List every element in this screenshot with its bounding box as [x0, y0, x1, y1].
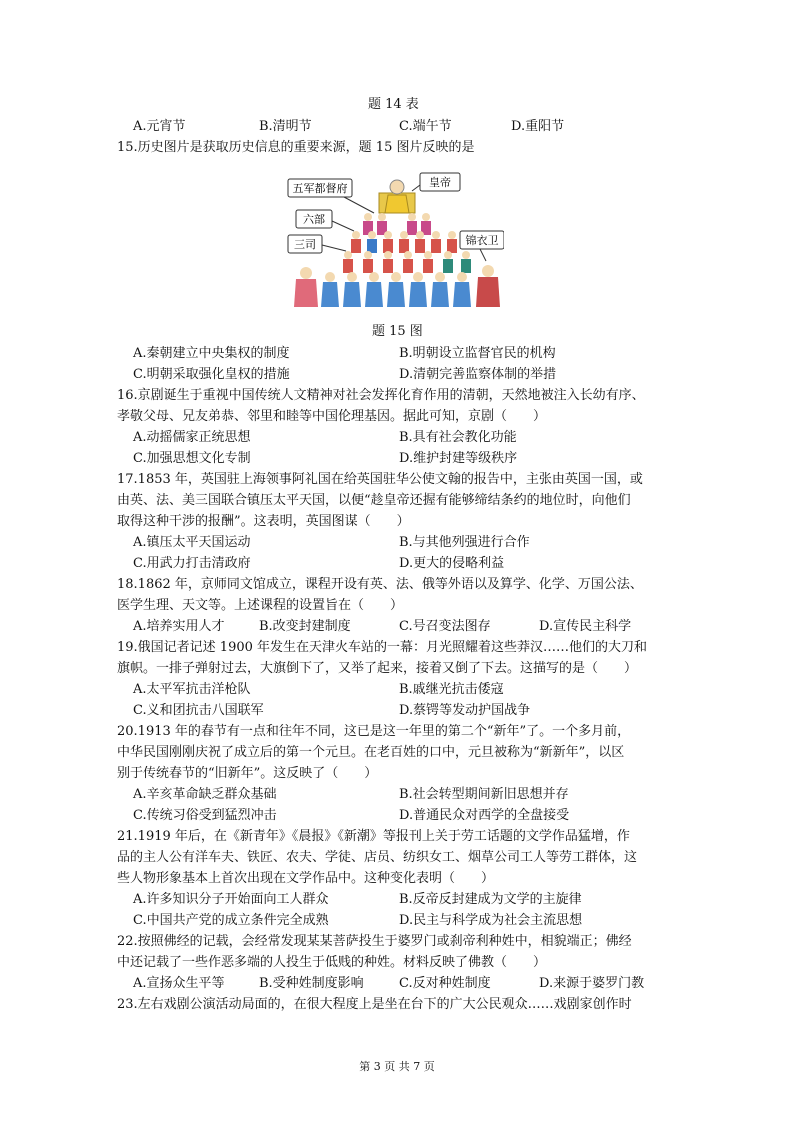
q14-option-c: C.端午节 — [399, 119, 452, 134]
q21-stem-line3: 些人物形象基本上首次出现在文学作品中。这种变化表明（ ） — [117, 871, 495, 886]
q21-option-d: D.民主与科学成为社会主流思想 — [399, 913, 583, 928]
q20-option-a: A.辛亥革命缺乏群众基础 — [133, 787, 277, 802]
table-caption: 题 14 表 — [368, 97, 419, 112]
q19-option-a: A.太平军抗击洋枪队 — [133, 682, 251, 697]
q16-stem-line2: 孝敬父母、兄友弟恭、邻里和睦等中国伦理基因。据此可知，京剧（ ） — [117, 409, 547, 424]
q22-option-b: B.受种姓制度影响 — [259, 976, 364, 991]
q20-option-b: B.社会转型期间新旧思想并存 — [399, 787, 569, 802]
q21-option-b: B.反帝反封建成为文学的主旋律 — [399, 892, 582, 907]
q19-option-d: D.蔡锷等发动护国战争 — [399, 703, 531, 718]
figure-caption: 题 15 图 — [372, 324, 423, 339]
q16-option-c: C.加强思想文化专制 — [133, 451, 251, 466]
q22-stem-line1: 22.按照佛经的记载，会经常发现某某菩萨投生于婆罗门或刹帝利种姓中，相貌端正；佛经 — [117, 934, 632, 949]
hierarchy-illustration — [284, 165, 504, 315]
q20-stem-line1: 20.1913 年的春节有一点和往年不同，这已是这一年里的第二个“新年”了。一个多月前， — [117, 724, 631, 739]
q16-stem-line1: 16.京剧诞生于重视中国传统人文精神对社会发挥化育作用的清朝，天然地被注入长幼有序、 — [117, 388, 645, 403]
q17-stem-line2: 由英、法、美三国联合镇压太平天国，以便“趁皇帝还握有能够缔结条约的地位时，向他们 — [117, 493, 631, 508]
q18-stem-line1: 18.1862 年，京师同文馆成立，课程开设有英、法、俄等外语以及算学、化学、万国公法、 — [117, 577, 643, 592]
q18-option-d: D.宣传民主科学 — [539, 619, 632, 634]
q18-stem-line2: 医学生理、天文等。上述课程的设置旨在（ ） — [117, 598, 404, 613]
emperor-figure — [379, 180, 415, 213]
q22-option-a: A.宣扬众生平等 — [133, 976, 225, 991]
q15-option-b: B.明朝设立监督官民的机构 — [399, 346, 556, 361]
label-sansi: 三司 — [294, 238, 316, 251]
q21-stem-line2: 品的主人公有洋车夫、铁匠、农夫、学徒、店员、纺织女工、烟草公司工人等劳工群体，这 — [117, 850, 638, 865]
q21-option-a: A.许多知识分子开始面向工人群众 — [133, 892, 329, 907]
q14-option-d: D.重阳节 — [511, 119, 565, 134]
q18-option-c: C.号召变法图存 — [399, 619, 491, 634]
q20-stem-line2: 中华民国刚刚庆祝了成立后的第一个元旦。在老百姓的口中，元旦被称为“新新年”，以区 — [117, 745, 625, 760]
q17-stem-line3: 取得这种干涉的报酬”。这表明，英国图谋（ ） — [117, 514, 410, 529]
q15-option-a: A.秦朝建立中央集权的制度 — [133, 346, 290, 361]
label-wujun: 五军都督府 — [292, 182, 348, 195]
q19-option-b: B.戚继光抗击倭寇 — [399, 682, 504, 697]
q15-option-d: D.清朝完善监察体制的举措 — [399, 367, 557, 382]
q22-stem-line2: 中还记载了一些作恶多端的人投生于低贱的种姓。材料反映了佛教（ ） — [117, 955, 547, 970]
q19-stem-line1: 19.俄国记者记述 1900 年发生在天津火车站的一幕：月光照耀着这些莽汉……他们的大刀和 — [117, 640, 648, 655]
q17-option-a: A.镇压太平天国运动 — [133, 535, 251, 550]
q17-option-c: C.用武力打击清政府 — [133, 556, 251, 571]
q14-option-b: B.清明节 — [259, 119, 312, 134]
q19-stem-line2: 旗帜。一排子弹射过去，大旗倒下了，又举了起来，接着又倒了下去。这描写的是（ ） — [117, 661, 638, 676]
q21-stem-line1: 21.1919 年后，在《新青年》《晨报》《新潮》等报刊上关于劳工话题的文学作品猛增，作 — [117, 829, 630, 844]
q19-option-c: C.义和团抗击八国联军 — [133, 703, 264, 718]
q18-option-b: B.改变封建制度 — [259, 619, 351, 634]
q17-option-d: D.更大的侵略利益 — [399, 556, 505, 571]
q16-option-d: D.维护封建等级秩序 — [399, 451, 518, 466]
page-footer: 第 3 页 共 7 页 — [359, 1060, 435, 1073]
q22-option-c: C.反对种姓制度 — [399, 976, 491, 991]
q23-stem-line1: 23.左右戏剧公演活动局面的，在很大程度上是坐在台下的广大公民观众……戏剧家创作时 — [117, 997, 632, 1012]
q21-option-c: C.中国共产党的成立条件完全成熟 — [133, 913, 329, 928]
label-jinyiwei: 锦衣卫 — [465, 234, 499, 247]
q20-stem-line3: 别于传统春节的“旧新年”。这反映了（ ） — [117, 766, 378, 781]
q20-option-d: D.普通民众对西学的全盘接受 — [399, 808, 570, 823]
label-liubu: 六部 — [303, 213, 325, 226]
q17-stem-line1: 17.1853 年，英国驻上海领事阿礼国在给英国驻华公使文翰的报告中，主张由英国一国，或 — [117, 472, 643, 487]
q20-option-c: C.传统习俗受到猛烈冲击 — [133, 808, 277, 823]
q14-option-a: A.元宵节 — [133, 119, 186, 134]
q22-option-d: D.来源于婆罗门教 — [539, 976, 645, 991]
q18-option-a: A.培养实用人才 — [133, 619, 225, 634]
label-emperor: 皇帝 — [429, 176, 451, 189]
q16-option-a: A.动摇儒家正统思想 — [133, 430, 251, 445]
q17-option-b: B.与其他列强进行合作 — [399, 535, 530, 550]
q15-stem: 15.历史图片是获取历史信息的重要来源，题 15 图片反映的是 — [117, 140, 475, 155]
q16-option-b: B.具有社会教化功能 — [399, 430, 517, 445]
ming-hierarchy-figure — [284, 165, 504, 315]
q15-option-c: C.明朝采取强化皇权的措施 — [133, 367, 290, 382]
